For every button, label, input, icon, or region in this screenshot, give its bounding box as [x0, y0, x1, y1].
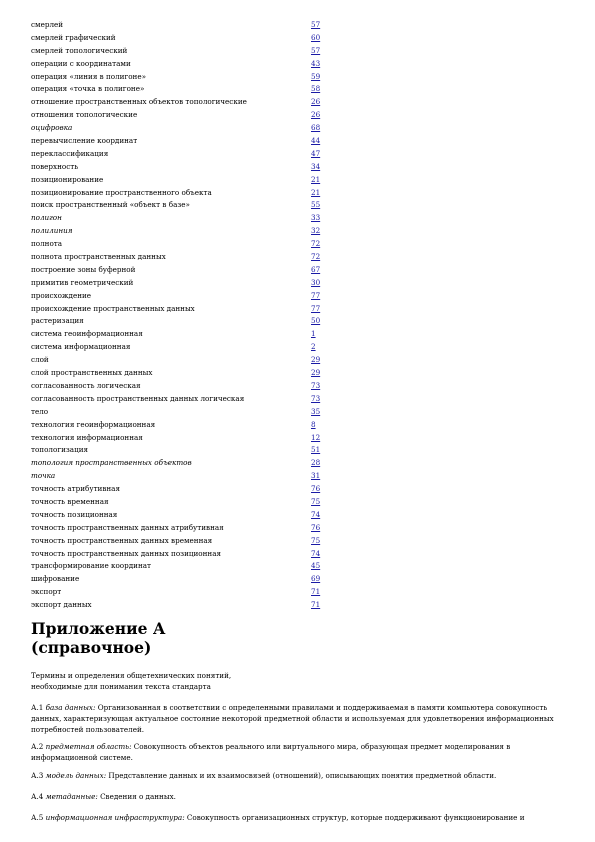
index-entry: [31, 148, 331, 161]
index-page-link[interactable]: 75: [311, 535, 321, 545]
index-page-link[interactable]: 35: [311, 406, 321, 416]
definition-term: база данных:: [45, 703, 96, 712]
index-page-link[interactable]: 26: [311, 97, 321, 107]
index-entry: [31, 32, 331, 45]
index-entry: [31, 328, 331, 341]
index-entry: [31, 432, 331, 445]
index-entry: [31, 83, 331, 96]
index-term: технология геоинформационная: [31, 419, 156, 429]
index-entry: [31, 174, 331, 187]
definition-number: А.5: [31, 813, 44, 822]
index-page-link[interactable]: 45: [311, 561, 321, 571]
index-term: система информационная: [31, 342, 131, 352]
index-entry: [31, 419, 331, 432]
index-entry: [31, 341, 331, 354]
index-page-link[interactable]: 58: [311, 84, 321, 94]
index-page-link[interactable]: 60: [311, 32, 321, 42]
definition-text: Совокупность организационных структур, которые поддерживают функционирование и: [186, 813, 525, 822]
index-term: шифрование: [31, 574, 80, 584]
definition-text: Организованная в соответствии с определенными правилами и поддерживаемая в памяти компьютера совокупность данных, характеризующая актуальное состояние некоторой предметной области и используемая для удовлетворения информационных потребностей пользователей.: [31, 703, 554, 734]
index-page-link[interactable]: 8: [311, 419, 316, 429]
index-term: оцифровка: [31, 123, 73, 133]
index-entry: [31, 71, 331, 84]
index-entry: [31, 496, 331, 509]
index-term: точность позиционная: [31, 509, 118, 519]
index-term: тело: [31, 406, 49, 416]
index-term: смерлей графический: [31, 32, 116, 42]
index-page-link[interactable]: 30: [311, 277, 321, 287]
index-term: точность пространственных данных позиционная: [31, 548, 222, 558]
index-page-link[interactable]: 2: [311, 342, 316, 352]
definition-number: А.3: [31, 771, 44, 780]
index-entry: [31, 393, 331, 406]
appendix-title: [31, 619, 165, 657]
index-entry: [31, 548, 331, 561]
index-entry: [31, 109, 331, 122]
index-entry: [31, 264, 331, 277]
definition-term: информационная инфраструктура:: [45, 813, 185, 822]
index-term: полигон: [31, 213, 62, 223]
index-entry: [31, 303, 331, 316]
index-page-link[interactable]: 31: [311, 471, 321, 481]
appendix-title-line-2: (справочное): [31, 638, 152, 657]
definition-a5: [31, 812, 561, 823]
index-entry: [31, 367, 331, 380]
index-term: согласованность логическая: [31, 380, 141, 390]
index-term: полилиния: [31, 226, 73, 236]
index-term: перевычисление координат: [31, 136, 138, 146]
index-entry: [31, 483, 331, 496]
index-page-link[interactable]: 12: [311, 432, 321, 442]
index-term: топологизация: [31, 445, 89, 455]
index-term: технология информационная: [31, 432, 143, 442]
index-page-link[interactable]: 71: [311, 600, 321, 610]
index-entry: [31, 380, 331, 393]
index-entry: [31, 96, 331, 109]
index-entry: [31, 212, 331, 225]
index-term: растеризация: [31, 316, 84, 326]
index-term: топология пространственных объектов: [31, 458, 192, 468]
index-entry: [31, 406, 331, 419]
index-page-link[interactable]: 21: [311, 174, 321, 184]
index-entry: [31, 354, 331, 367]
index-entry: [31, 251, 331, 264]
index-entry: [31, 457, 331, 470]
index-page-link[interactable]: 69: [311, 574, 321, 584]
index-page-link[interactable]: 28: [311, 458, 321, 468]
index-entry: [31, 599, 331, 612]
index-page-link[interactable]: 68: [311, 123, 321, 133]
index-entry: [31, 161, 331, 174]
index-term: точка: [31, 471, 56, 481]
index-term: операция «линия в полигоне»: [31, 71, 146, 81]
index-term: точность пространственных данных атрибутивная: [31, 522, 224, 532]
index-page-link[interactable]: 74: [311, 548, 321, 558]
index-term: экспорт данных: [31, 600, 92, 610]
index-term: отношения топологические: [31, 110, 138, 120]
index-term: смерлей: [31, 20, 64, 29]
index-entry: [31, 19, 331, 32]
index-page-link[interactable]: 29: [311, 355, 321, 365]
index-term: точность пространственных данных временная: [31, 535, 213, 545]
index-page-link[interactable]: 77: [311, 303, 321, 313]
index-term: экспорт: [31, 587, 62, 597]
definition-a4: [31, 791, 561, 802]
definition-term: модель данных:: [45, 771, 107, 780]
index-entry: [31, 573, 331, 586]
index-page-link[interactable]: 50: [311, 316, 321, 326]
index-page-link[interactable]: 77: [311, 290, 321, 300]
index-entry: [31, 522, 331, 535]
index-entry: [31, 560, 331, 573]
index-term: операции с координатами: [31, 58, 131, 68]
definition-term: предметная область:: [45, 742, 132, 751]
index-term: отношение пространственных объектов топологические: [31, 97, 247, 107]
index-entry: [31, 290, 331, 303]
index-entry: [31, 135, 331, 148]
index-term: согласованность пространственных данных логическая: [31, 393, 245, 403]
index-entry: [31, 535, 331, 548]
index-term: построение зоны буферной: [31, 264, 136, 274]
index-term: полнота: [31, 239, 63, 249]
definition-text: Представление данных и их взаимосвязей (отношений), описывающих понятия предметной области.: [108, 771, 497, 780]
index-page-link[interactable]: 73: [311, 393, 321, 403]
index-page-link[interactable]: 51: [311, 445, 321, 455]
index-term: слой: [31, 355, 49, 365]
index-entry: [31, 45, 331, 58]
index-page-link[interactable]: 34: [311, 161, 321, 171]
appendix-subtitle: [31, 670, 331, 692]
index-page-link[interactable]: 71: [311, 587, 321, 597]
index-entry: [31, 187, 331, 200]
index-page-link[interactable]: 47: [311, 148, 321, 158]
index-term: происхождение: [31, 290, 92, 300]
index-term: позиционирование: [31, 174, 104, 184]
index-entry: [31, 199, 331, 212]
index-page-link[interactable]: 1: [311, 329, 316, 339]
definition-number: А.1: [31, 703, 44, 712]
index-page-link[interactable]: 29: [311, 368, 321, 378]
index-entry: [31, 586, 331, 599]
index-term: происхождение пространственных данных: [31, 303, 195, 313]
index-page-link[interactable]: 72: [311, 239, 321, 249]
index-term: переклассификация: [31, 148, 109, 158]
index-page-link[interactable]: 75: [311, 496, 321, 506]
appendix-subtitle-line-2: необходимые для понимания текста стандарта: [31, 682, 211, 691]
index-entry: [31, 509, 331, 522]
index-page-link[interactable]: 26: [311, 110, 321, 120]
index-term: система геоинформационная: [31, 329, 143, 339]
index-entry: [31, 470, 331, 483]
index-term: точность временная: [31, 496, 109, 506]
index-term: примитив геометрический: [31, 277, 134, 287]
index-page-link[interactable]: 76: [311, 522, 321, 532]
index-entry: [31, 122, 331, 135]
definition-a2: [31, 741, 561, 763]
definition-number: А.4: [31, 792, 44, 801]
index-page-link[interactable]: 76: [311, 484, 321, 494]
index-entry: [31, 315, 331, 328]
definition-a1: [31, 702, 561, 735]
definition-a3: [31, 770, 561, 781]
index-term: слой пространственных данных: [31, 368, 153, 378]
index-term: поиск пространственный «объект в базе»: [31, 200, 190, 210]
index-entry: [31, 238, 331, 251]
index-page-link[interactable]: 72: [311, 252, 321, 262]
definition-term: метаданные:: [45, 792, 98, 801]
index-term: позиционирование пространственного объекта: [31, 187, 212, 197]
index-term: точность атрибутивная: [31, 484, 121, 494]
appendix-subtitle-line-1: Термины и определения общетехнических понятий,: [31, 671, 232, 680]
index-term: поверхность: [31, 161, 79, 171]
index-page-link[interactable]: 57: [311, 45, 321, 55]
definition-text: Совокупность объектов реального или виртуального мира, образующая предмет моделирования в информационной системе.: [31, 742, 511, 762]
index-term: полнота пространственных данных: [31, 252, 166, 262]
index-entry: [31, 58, 331, 71]
appendix-title-line-1: Приложение А: [31, 619, 166, 638]
index-page-link[interactable]: 55: [311, 200, 321, 210]
index-page-link[interactable]: 32: [311, 226, 321, 236]
index-page-link[interactable]: 33: [311, 213, 321, 223]
index-term: смерлей топологический: [31, 45, 128, 55]
index-page-link[interactable]: 73: [311, 380, 321, 390]
index-entry: [31, 225, 331, 238]
index-entry: [31, 444, 331, 457]
index-page-link[interactable]: 43: [311, 58, 321, 68]
index-term: трансформирование координат: [31, 561, 152, 571]
index-page-link[interactable]: 21: [311, 187, 321, 197]
definition-number: А.2: [31, 742, 44, 751]
definition-text: Сведения о данных.: [100, 792, 176, 801]
alphabetical-index: [31, 19, 331, 612]
index-page-link[interactable]: 57: [311, 20, 321, 29]
index-page-link[interactable]: 44: [311, 136, 321, 146]
index-page-link[interactable]: 67: [311, 264, 321, 274]
index-entry: [31, 277, 331, 290]
index-term: операция «точка в полигоне»: [31, 84, 145, 94]
index-page-link[interactable]: 74: [311, 509, 321, 519]
index-page-link[interactable]: 59: [311, 71, 321, 81]
